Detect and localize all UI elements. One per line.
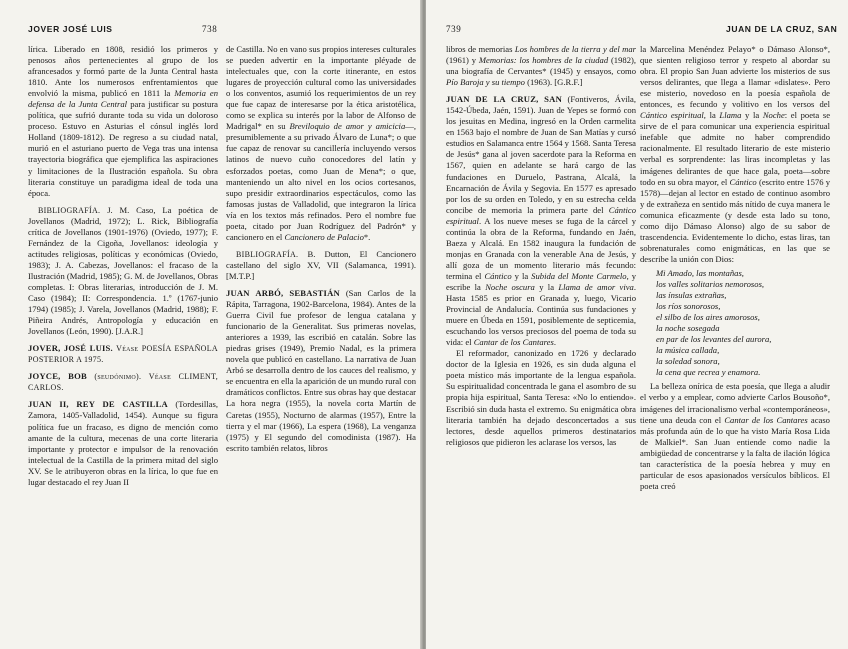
entry: JUAN DE LA CRUZ, SAN (Fontiveros, Ávila, 1542-Úbeda, Jaén, 1591). Juan de Yepes se formó con los jesuitas en Medina, ingresó en la Orden carmelita en 1563 bajo el nombre de Juan de San Matías y cursó estudios en Salamanca entre 1564 y 1568. Santa Teresa de Jesús* gana al joven sacerdote para la Reforma en 1567, quien en adelante se hará cargo de las fundaciones en Duruelo, Pastrana, Alcalá, la Encarnación de Ávila y Segovia. En 1577 es apresado por los de su orden en Toledo, y en su estrecha celda concibe de memoria la primera parte del Cántico espiritual. A los nueve meses se fuga de la cárcel y continúa la obra de la Reforma, fundando en Jaén, Baeza y Alcalá. En 1582 inaugura la fundación de monjas en Granada con la venerable Ana de Jesús, y allí goza de un momento literario más fecundo: termina el Cántico y la Subida del Monte Carmelo, y escribe la Noche oscura y la Llama de amor viva. Hasta 1585 es prior en Granada y, luego, Vicario Provincial de Andalucía. Continúa sus fundaciones y muere en Úbeda en 1591, posiblemente de septicemia, escuchando los versos preciosos del poema de toda su vida: el Cantar de los Cantares. bbox=[446, 94, 636, 348]
paragraph: La belleza onírica de esta poesía, que llega a aludir el verbo y a emplear, como advierte Carlos Bousoño*, imágenes del irracionalismo verbal «contemporáneos», tiene una deuda con el Cantar de los Cantares acaso más profunda aún de lo que ha visto María Rosa Lida de Malkiel*. San Juan entiende como nadie la ambigüedad de concentrarse y la falta de ilación lógica tan característica de la poesía hebrea y muy en particular de esos apasionados versículos bíblicos. El poeta creó bbox=[640, 381, 830, 491]
left-column-1 bbox=[28, 44, 218, 488]
left-page bbox=[0, 0, 422, 649]
right-running-head: JUAN DE LA CRUZ, SAN bbox=[726, 24, 838, 34]
paragraph: lírica. Liberado en 1808, residió los primeros y penosos años pertenecientes al grupo de los afrancesados y formó parte de la Junta Central hasta 1810. Ante los numerosos enfrentamientos que envolvió la misma, publicó en 1811 la Memoria en defensa de la Junta Central para justificar su postura política, que sufrió durante toda su vida un doloroso proceso. Estuvo en Asturias el cónsul inglés lord Holland (1809-1812). De regreso a su ciudad natal, murió en el asturiano puerto de Vega tras una intensa trayectoria biográfica que ejemplifica las aspiraciones y limitaciones de la Ilustración española. Su obra literaria constituye un paradigma ideal de toda una época. bbox=[28, 44, 218, 198]
bibliography: BIBLIOGRAFÍA. B. Dutton, El Cancionero castellano del siglo XV, VII (Salamanca, 1991). [M.T.P.] bbox=[226, 248, 416, 281]
entry: JUAN II, REY DE CASTILLA (Tordesillas, Zamora, 1405-Valladolid, 1454). Aunque su figura política fue un fracaso, es digno de mención como amante de la cultura, mecenas de una corte literaria importante y protector e impulsor de la renovación intelectual de la Castilla de la primera mitad del siglo XV. Se le atribuyeron obras en la lírica, lo que fue en lugar destacado el rey Juan II bbox=[28, 399, 218, 487]
paragraph: El reformador, canonizado en 1726 y declarado doctor de la Iglesia en 1926, es sin duda alguna el poeta místico más importante de la lengua española. Su espiritualidad concentrada le gana el asombro de su propia hija espiritual, Santa Teresa: «No lo entiendo». Escribió sin duda hasta el extremo. Su enigmática obra literaria también ha dejado desconcertados a sus lectores, desde aquellos primeros destinatarios religiosos que pidieron les aclarase los versos, las bbox=[446, 348, 636, 447]
right-column-2 bbox=[640, 44, 830, 492]
poem-verse: Mi Amado, las montañas, los valles solitarios nemorosos, las ínsulas extrañas, los ríos sonorosos, el silbo de los aires amorosos, la noche sosegada en par de los levantes del aurora, la música callada, la soledad sonora, la cena que recrea y enamora. bbox=[656, 267, 772, 378]
right-page bbox=[426, 0, 848, 649]
paragraph: libros de memorias Los hombres de la tierra y del mar (1961) y Memorias: los hombres de la ciudad (1982), una biografía de Cervantes* (1945) y ensayos, como Pío Baroja y su tiempo (1963). [G.R.F.] bbox=[446, 44, 636, 88]
right-column-1 bbox=[446, 44, 636, 448]
left-column-2 bbox=[226, 44, 416, 454]
left-page-number: 738 bbox=[202, 24, 218, 34]
entry: JOVER, JOSÉ LUIS. Véase POESÍA ESPAÑOLA POSTERIOR A 1975. bbox=[28, 343, 218, 365]
left-running-head: JOVER JOSÉ LUIS bbox=[28, 24, 113, 34]
paragraph: la Marcelina Menéndez Pelayo* o Dámaso Alonso*, que sienten religioso terror y respeto al abordar su obra. El propio San Juan advierte los misterios de sus versos delirantes, que llega a llamar «dislates». Pero ese misterio, novedoso en la poesía española de entonces, es fecundo y volitivo en los versos del Cántico espiritual, la Llama y la Noche: el poeta se sirve de el para comunicar una experiencia espiritual inefable que admite no haber comprendido racionalmente. El resultado literario de este misterio verbal es sorprendente: las liras incompletas y las imágenes delirantes de que hace gala, poeta—sobre todo en su obra mayor, el Cántico (escrito entre 1576 y 1578)—dejan al lector en estado de continuo asombro y de extrañeza en sentido más nítido de cuya manera le comunica eficazmente (y desde esta lado su tono, como dijo Dámaso Alonso) algo de su sabor de trascendencia. Evidentemente lo dicho, estas liras, tan sobrenaturales como enigmáticas, en las que se describe la unión con Dios: bbox=[640, 44, 831, 264]
bibliography: BIBLIOGRAFÍA. J. M. Caso, La poética de Jovellanos (Madrid, 1972); L. Rick, Bibliografía crítica de Jovellanos (1901-1976) (Oviedo, 1977); F. Fernández de la Cigoña, Jovellanos: ideología y actitudes religiosas, políticas y económicas (Oviedo, 1983); J. A. Cabezas, Jovellanos: el fracaso de la Ilustración (Madrid, 1985); G. M. de Jovellanos, Obras completas. I: Obras literarias, introducción de J. M. Caso (1984); II: Correspondencia. 1.º (1767-junio 1794) (1985); J. Varela, Jovellanos (Madrid, 1988); F. Piñeira Andrés, Antropología y educación en Jovellanos (León, 1990). [J.A.R.] bbox=[28, 204, 218, 337]
paragraph: de Castilla. No en vano sus propios intereses culturales se pueden advertir en la importante pléyade de intelectuales que, con la corte itinerante, en estos lugares de proyección cultural como las universidades o los conventos, asumió los requerimientos de un rey que fue capaz de interesarse por la ética aristotélica, como se explica su interés por la labor de Alfonso de Madrigal* en su Breviloquio de amor y amicicia—, presumiblemente a su privado Álvaro de Luna*; o que fue capaz de renovar su cancillería incluyendo versos latinos de nuevo cuño conocedores del latín y esforzados poetas, como Juan de Mena*; o que, manteniendo un alto nivel en los ocios cortesanos, supo presidir extraordinarios espectáculos, como las famosas justas de Valladolid, que integraron la lírica vía en los textos más refinados. Pero el nombre fue poeta, citado por Juan Rodríguez del Padrón* y cancionero en el Cancionero de Palacio*. bbox=[226, 44, 417, 242]
right-page-number: 739 bbox=[446, 24, 462, 34]
entry: JUAN ARBÓ, SEBASTIÁN (San Carlos de la Rápita, Tarragona, 1902-Barcelona, 1984). Antes de la Guerra Civil fue profesor de lengua catalana y funcionario de la Generalitat. Sus primeras novelas, anteriores a 1939, las escribió en catalán. Sobre las piedras grises (1949), Premio Nadal, es la primera novela que publicó en castellano. La narrativa de Juan Arbó se desarrolla dentro de los cauces del realismo, y se encuentra en ella la aparición de un mundo rural con dramáticos conflictos. Entre sus obras hay que destacar La hora negra (1955), la novela corta Martín de Caretas (1955), Nocturno de alarmas (1957), Entre la tierra y el mar (1966), La espera (1968), La venganza (1975) y El segundo del comodinista (1987). Ha escrito también relatos, libros bbox=[226, 287, 416, 453]
entry: JOYCE, BOB (seudónimo). Véase CLIMENT, CARLOS. bbox=[28, 371, 218, 393]
